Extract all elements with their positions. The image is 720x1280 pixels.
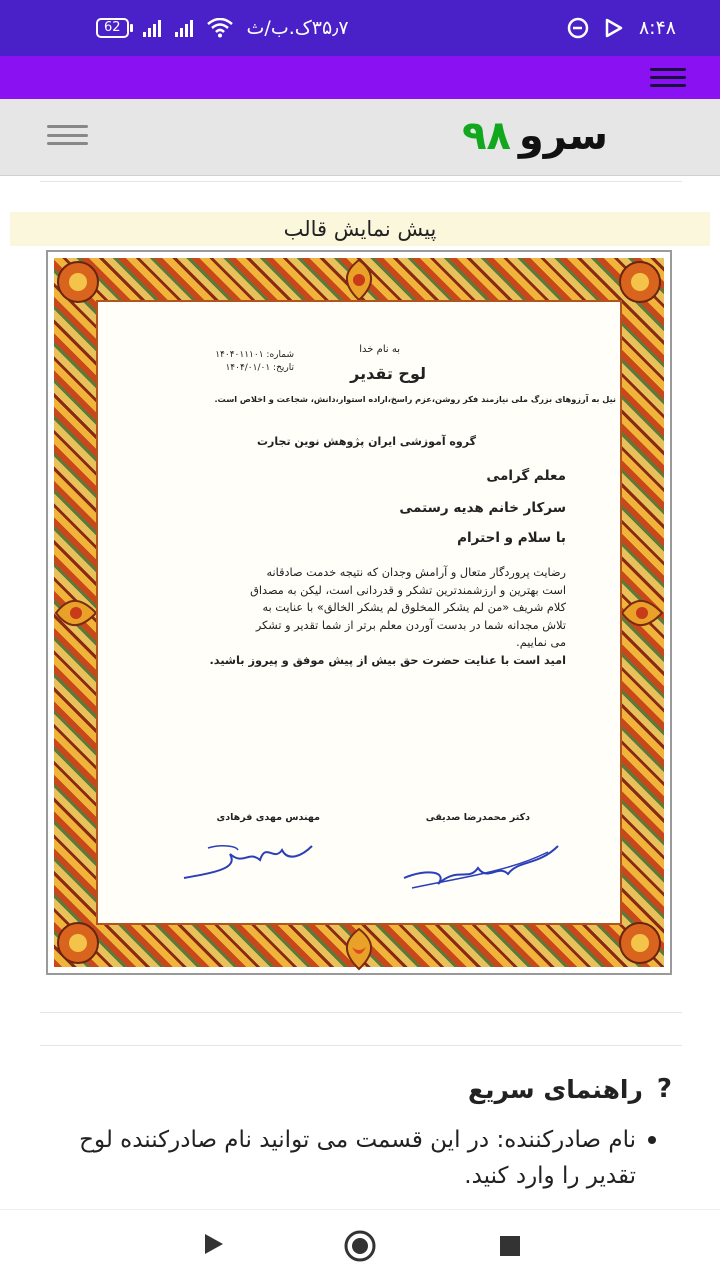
status-bar bbox=[0, 0, 720, 56]
signal-icon bbox=[143, 19, 161, 37]
cert-title: لوح تقدیر bbox=[350, 364, 426, 383]
status-left bbox=[96, 17, 349, 39]
signal-icon-2 bbox=[175, 19, 193, 37]
battery-icon bbox=[96, 18, 129, 38]
cert-body-line: امید است با عنایت حضرت حق بیش از پیش موفق و پیروز باشید. bbox=[209, 653, 566, 667]
cert-signer-right: دکتر محمدرضا صدیقی bbox=[425, 812, 530, 823]
cert-body-line: است بهترین و ارزشمندترین تشکر و قدردانی است، لیکن به مصداق bbox=[250, 583, 566, 597]
site-header bbox=[0, 99, 720, 176]
top-menu-icon[interactable] bbox=[650, 68, 686, 87]
logo-word: سرو bbox=[518, 113, 608, 159]
guide-title-text: راهنمای سریع bbox=[468, 1074, 643, 1104]
cert-organization: گروه آموزشی ایران پژوهش نوین تجارت bbox=[257, 435, 476, 448]
signature-left bbox=[178, 832, 318, 892]
help-icon: ? bbox=[656, 1074, 672, 1104]
system-nav-bar bbox=[0, 1209, 720, 1280]
ornament-flower-icon bbox=[328, 256, 390, 304]
preview-label: پیش نمایش قالب bbox=[10, 212, 710, 246]
wifi-icon bbox=[207, 18, 233, 38]
cert-greeting: با سلام و احترام bbox=[457, 530, 566, 546]
logo-number: ۹۸ bbox=[462, 113, 511, 159]
back-icon[interactable] bbox=[203, 1232, 225, 1256]
divider bbox=[40, 1012, 682, 1013]
app-e-icon bbox=[567, 17, 589, 39]
cert-signer-left: مهندس مهدی فرهادی bbox=[216, 812, 320, 823]
guide-item: نام صادرکننده: در این قسمت می توانید نام صادرکننده لوح تقدیر را وارد کنید. bbox=[76, 1122, 636, 1194]
cert-date: تاریخ: ۱۴۰۴/۰۱/۰۱ bbox=[225, 363, 294, 373]
cert-body-line: می نماییم. bbox=[516, 636, 566, 649]
guide-list bbox=[76, 1122, 636, 1194]
cert-number: شماره: ۱۴۰۴۰۱۱۱۰۱ bbox=[215, 350, 294, 360]
cert-motto: نیل به آرزوهای بزرگ ملی نیازمند فکر روشن،عزم راسخ،اراده استوار،دانش، شجاعت و اخلاص است. bbox=[214, 394, 616, 404]
network-speed: ۳۵٫۷ک.ب/ث bbox=[246, 17, 349, 39]
ornament-flower-icon bbox=[328, 925, 390, 973]
cert-body-line: رضایت پروردگار متعال و آرامش وجدان که نتیجه خدمت صادقانه bbox=[266, 566, 566, 579]
status-right bbox=[567, 17, 676, 39]
cert-recipient-role: معلم گرامی bbox=[486, 468, 566, 484]
site-menu-icon[interactable] bbox=[47, 125, 88, 145]
cert-recipient-name: سرکار خانم هدیه رستمی bbox=[399, 500, 566, 516]
certificate-preview bbox=[46, 250, 672, 975]
top-app-bar bbox=[0, 56, 720, 99]
guide-title bbox=[468, 1074, 672, 1104]
divider bbox=[40, 1045, 682, 1046]
signature-right bbox=[398, 838, 568, 898]
clock: ۸:۴۸ bbox=[638, 17, 676, 39]
ornament-flower-icon bbox=[52, 582, 100, 644]
battery-level: 62 bbox=[104, 20, 121, 35]
divider bbox=[40, 181, 682, 182]
cert-body-line: کلام شریف «من لم یشکر المخلوق لم یشکر الخالق» با عنایت به bbox=[262, 601, 566, 614]
cert-body-line: تلاش مجدانه شما در بدست آوردن معلم برتر از شما تقدیر و تشکر bbox=[255, 618, 566, 632]
site-logo[interactable] bbox=[462, 113, 608, 159]
ornament-flower-icon bbox=[618, 582, 666, 644]
recents-icon[interactable] bbox=[499, 1235, 521, 1257]
play-store-icon bbox=[603, 17, 625, 39]
home-icon[interactable] bbox=[344, 1230, 376, 1262]
cert-body bbox=[146, 564, 566, 669]
cert-bismillah: به نام خدا bbox=[359, 344, 400, 355]
